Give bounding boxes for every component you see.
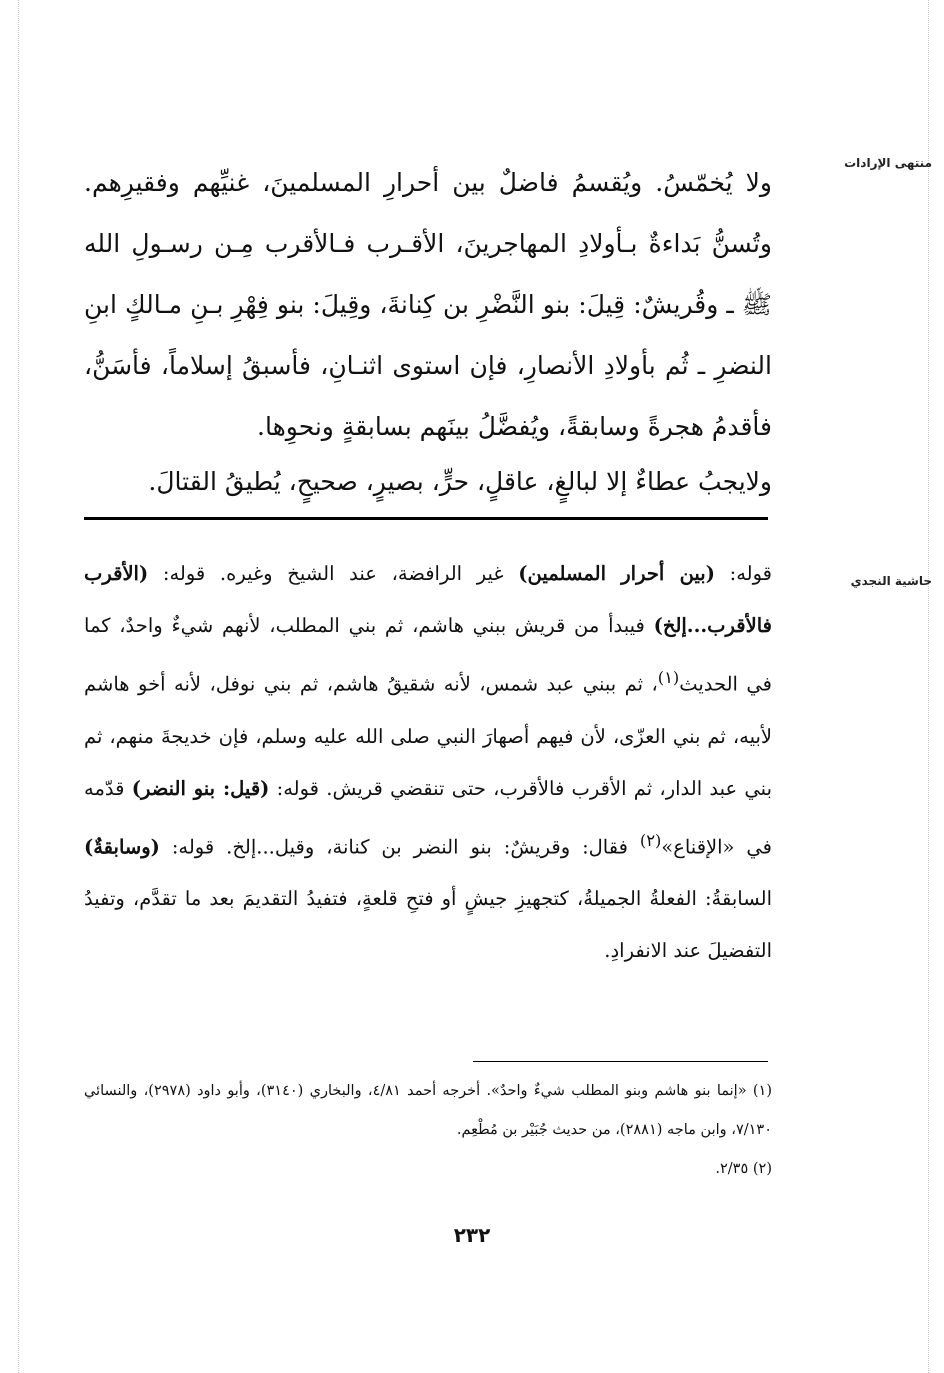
page-number: ٢٣٢ (453, 1223, 491, 1247)
page-edge-dotted-line (18, 0, 19, 1373)
margin-label-matn: منتهى الإرادات (844, 156, 932, 170)
matn-paragraph: ولا يُخمّسُ. ويُقسمُ فاضلٌ بين أحرارِ المسلمينَ، غنيِّهم وفقيرِهم. وتُسنُّ بَداءةٌ بـأولادِ المهاجرينَ، الأقـرب فـالأقرب مِـن رسـولِ الله ﷺ ـ وقُريشٌ: قِيلَ: بنو النَّضْرِ بن كِنانةَ، وقِيلَ: بنو فِهْرِ بـنِ مـالكٍ ابنِ النضرِ ـ ثُم بأولادِ الأنصارِ، فإن استوى اثنـانِ، فأسبقُ إسلاماً، فأسَنُّ، فأقدمُ هجرةً وسابقةً، ويُفضَّلُ بينَهم بسابقةٍ ونحوِها. (84, 168, 772, 441)
hashia-text: السابقةُ: الفعلةُ الجميلةُ، كتجهيزِ جيشٍ أو فتحِ قلعةٍ، فتفيدُ التقديمَ بعد ما تقدَّم، وتفيدُ التفضيلَ عند الانفرادِ. (84, 887, 772, 962)
footnote-divider (473, 1061, 768, 1062)
hashia-commentary (84, 548, 772, 977)
hashia-text: فيبدأ من قريش ببني هاشم، ثم بني المطلب، لأنهم شيءٌ واحدٌ، كما في الحديث (84, 614, 772, 696)
hashia-text: ، ثم ببني عبد شمس، لأنه شقيقُ هاشم، ثم بني نوفل، لأنه أخو هاشم لأبيه، ثم بني العزّى، لأن فيهم أصهارَ النبي صلى الله عليه وسلم، فإن خديجةَ منهم، ثم بني عبد الدار، ثم الأقرب فالأقرب، حتى تنقضي قريش. قوله: (84, 672, 772, 800)
footnote-marker: (١) (657, 668, 680, 687)
matn-text (84, 152, 772, 457)
page-edge-dotted-line (928, 0, 929, 1373)
hashia-lemma: (قيل: بنو النضر) (131, 776, 270, 800)
hashia-lemma: (الأقرب فالأقرب...إلخ) (84, 562, 772, 637)
hashia-paragraph (84, 548, 772, 977)
footnote-2: (٢) ٢/٣٥. (715, 1161, 772, 1177)
matn-text-2 (84, 464, 772, 500)
footnote-1: (١) «إنما بنو هاشم وبنو المطلب شيءٌ واحدٌ». أخرجه أحمد ٤/٨١، والبخاري (٣١٤٠)، وأبو داود (٢٩٧٨)، والنسائي ٧/١٣٠، وابن ماجه (٢٨٨١)، من حديث جُبَيْر بن مُطْعِم. (84, 1083, 773, 1138)
hashia-lemma: (بين أحرار المسلمين) (518, 562, 715, 585)
hashia-text: غير الرافضة، عند الشيخ وغيره. قوله: (148, 562, 519, 585)
section-divider (84, 517, 768, 520)
margin-label-hashia: حاشية النجدي (850, 574, 932, 588)
hashia-text: قوله: (714, 562, 772, 585)
footnote-marker: (٢) (639, 830, 662, 850)
footnotes (84, 1072, 772, 1189)
matn-paragraph: ولايجبُ عطاءٌ إلا لبالغٍ، عاقلٍ، حرٍّ، بصيرٍ، صحيحٍ، يُطيقُ القتالَ. (148, 467, 772, 496)
hashia-lemma: (وسابقةٌ) (84, 835, 160, 858)
hashia-text: قدّمه في «الإقناع» (84, 776, 772, 858)
hashia-text: فقال: وقريشٌ: بنو النضر بن كنانة، وقيل...إلخ. قوله: (159, 835, 640, 858)
